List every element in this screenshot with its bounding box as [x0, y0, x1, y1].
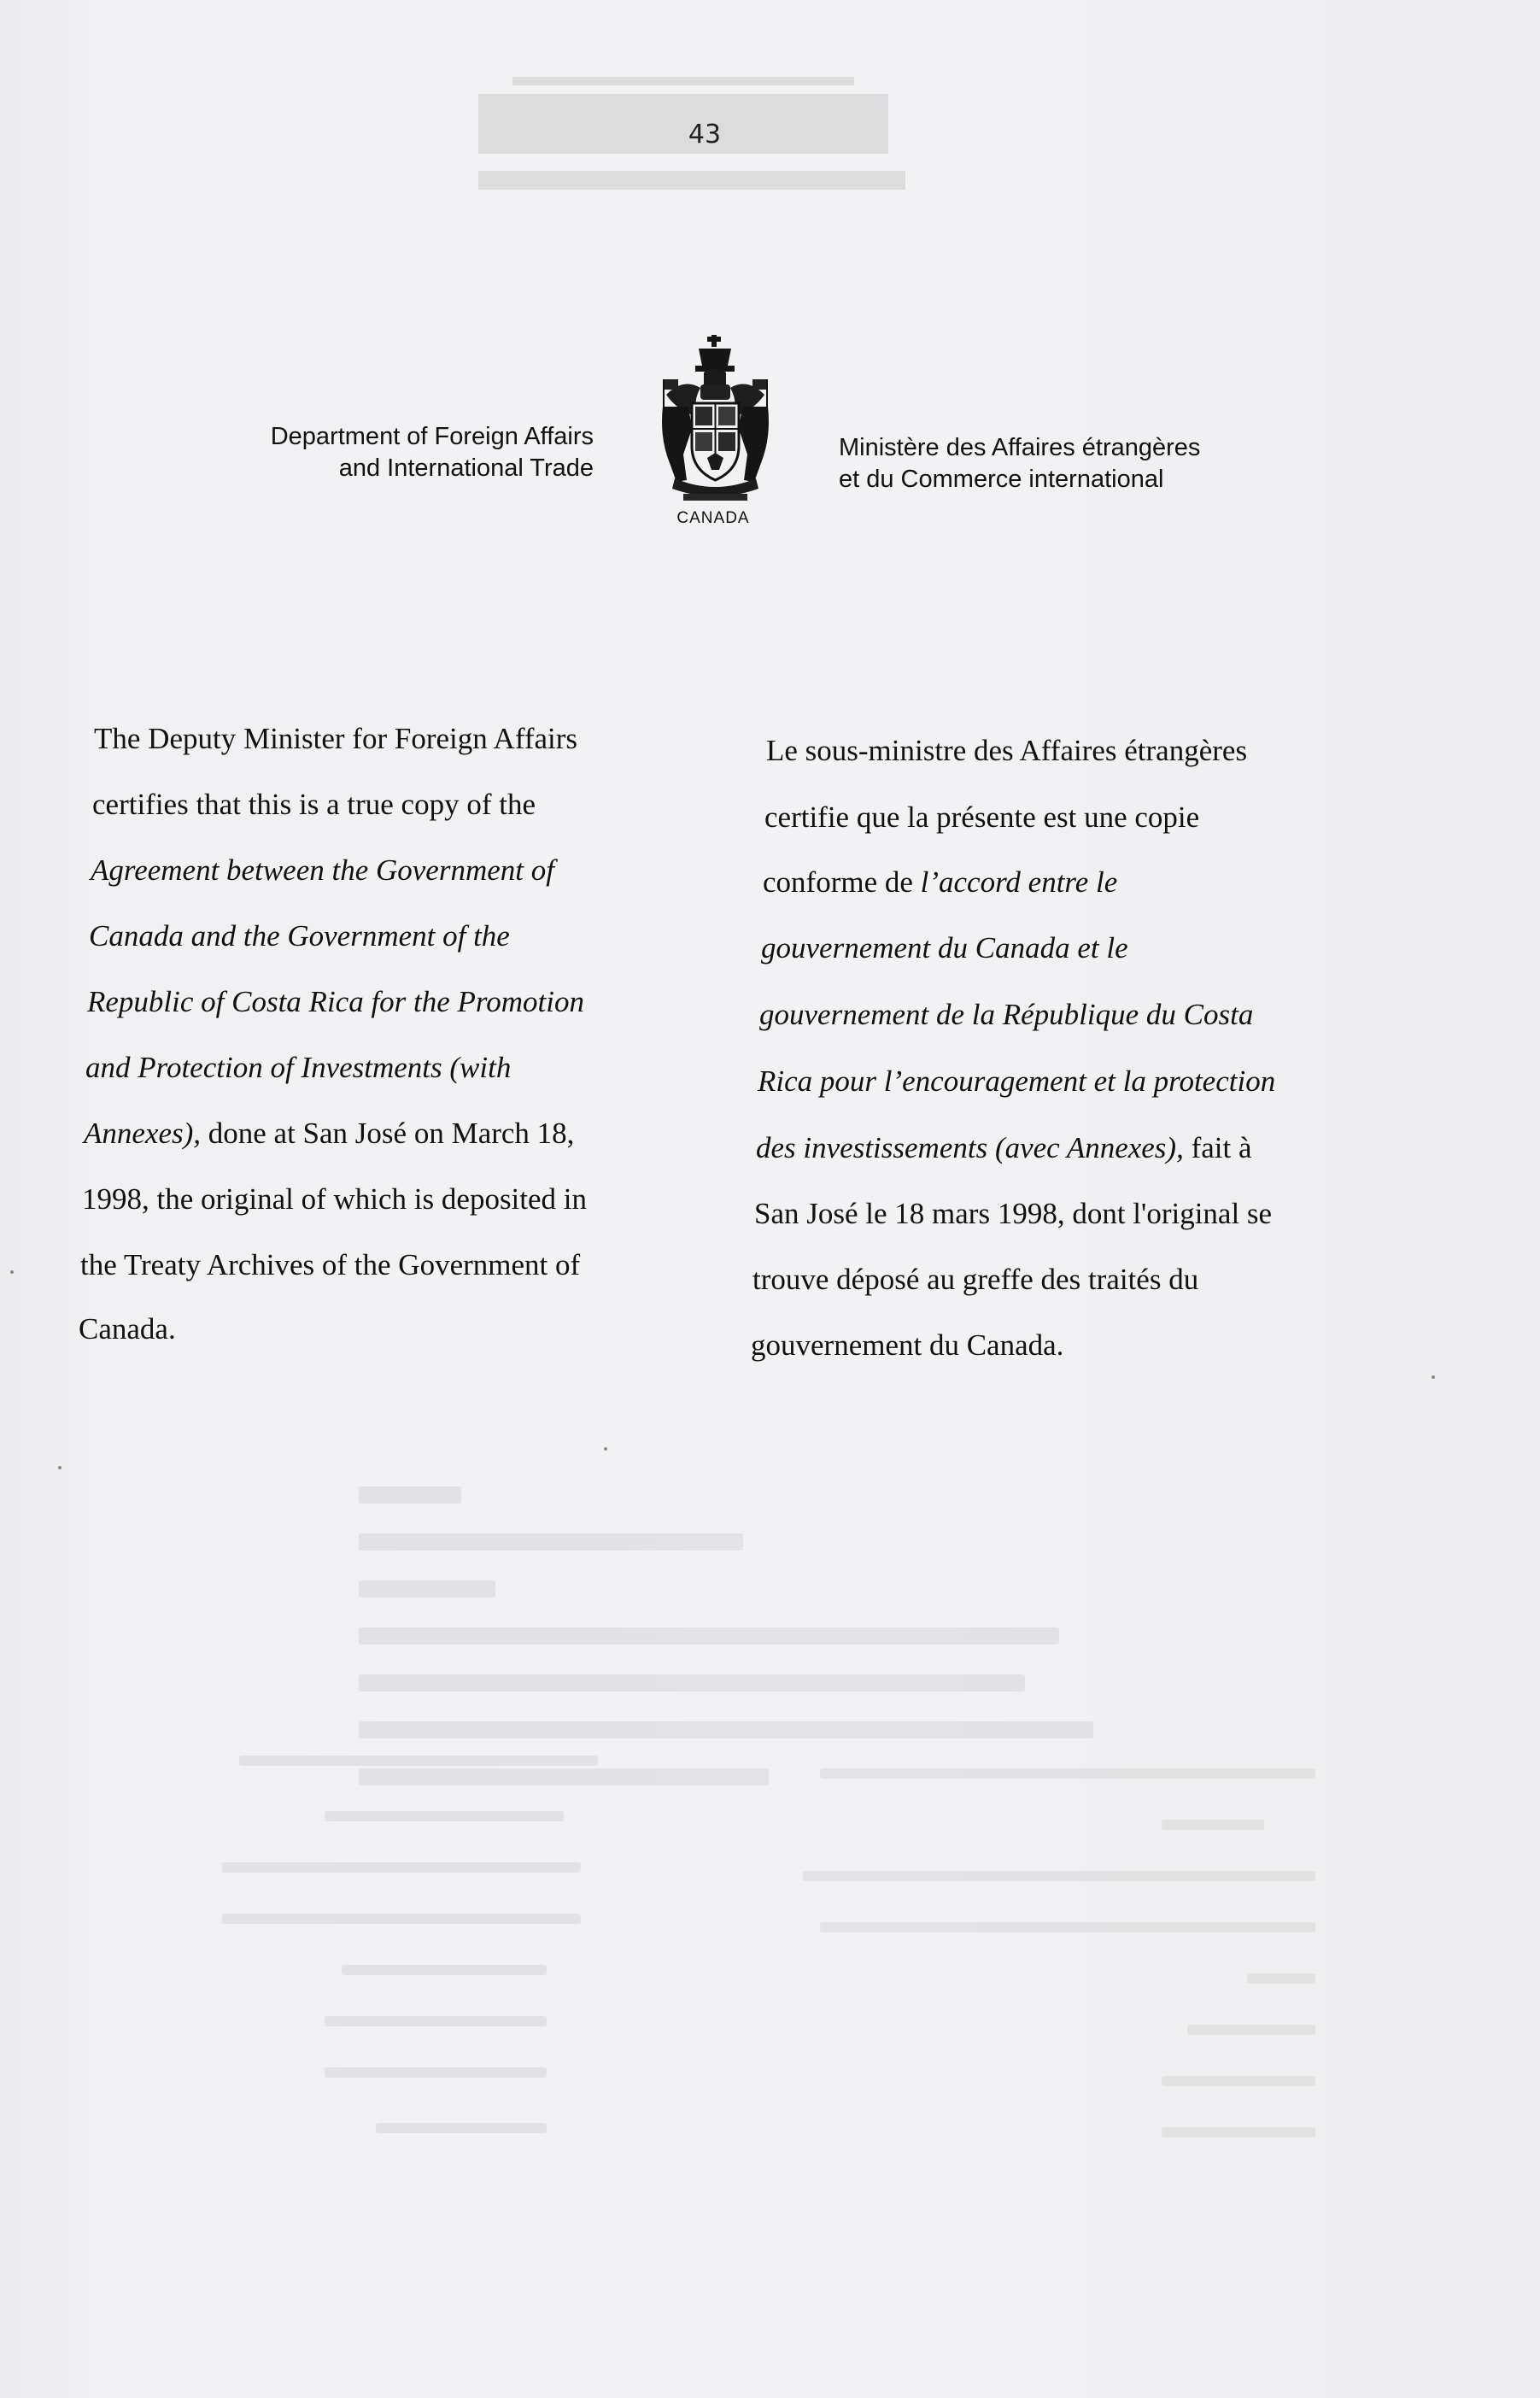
certification-en-line: Republic of Costa Rica for the Promotion [87, 985, 584, 1018]
certification-en-line: Canada and the Government of the [89, 919, 510, 953]
department-fr-line-1: Ministère des Affaires étrangères [839, 434, 1201, 461]
certification-en-line: Agreement between the Government of [91, 853, 554, 887]
certification-fr-line: gouvernement du Canada et le [761, 931, 1128, 964]
certification-fr-line [756, 1131, 1252, 1165]
certification-fr-text: conforme de [763, 865, 921, 899]
certification-fr-line: Le sous-ministre des Affaires étrangères [766, 734, 1248, 767]
certification-fr-text: fait à [1183, 1131, 1252, 1164]
certification-fr-line: Rica pour l’encouragement et la protection [758, 1064, 1276, 1098]
certification-en-italic: Annexes), [84, 1117, 202, 1150]
certification-fr-line: trouve déposé au greffe des traités du [752, 1263, 1199, 1296]
department-name-french [839, 432, 1317, 495]
scan-speck [604, 1447, 607, 1451]
certification-fr-italic: des investissements (avec Annexes), [756, 1131, 1184, 1164]
certification-fr-line [763, 865, 1117, 900]
certification-en-line: the Treaty Archives of the Government of [80, 1248, 581, 1281]
certification-fr-line: gouvernement de la République du Costa [759, 998, 1254, 1031]
crest-label: CANADA [676, 509, 750, 527]
department-en-line-1: Department of Foreign Affairs [270, 423, 594, 450]
certification-fr-line: gouvernement du Canada. [751, 1328, 1064, 1362]
certification-fr-line: San José le 18 mars 1998, dont l'original se [754, 1197, 1273, 1230]
certification-fr-italic: l’accord entre le [920, 865, 1118, 899]
bleed-through-bottom [342, 1452, 1350, 2170]
certification-en-line: Canada. [79, 1312, 176, 1346]
certification-en-line [84, 1117, 574, 1151]
scan-speck [58, 1466, 61, 1469]
department-fr-line-2: et du Commerce international [839, 466, 1164, 493]
department-en-line-2: and International Trade [338, 454, 594, 482]
department-name-english [205, 421, 594, 484]
scan-speck [1432, 1375, 1435, 1379]
canada-coat-of-arms-icon [658, 335, 773, 506]
certification-en-line: and Protection of Investments (with [85, 1051, 512, 1084]
scan-speck [10, 1270, 14, 1274]
certification-en-line: certifies that this is a true copy of the [92, 788, 536, 821]
page-number: 43 [688, 120, 722, 150]
certification-en-text: done at San José on March 18, [201, 1117, 575, 1150]
certification-fr-line: certifie que la présente est une copie [764, 800, 1200, 834]
certification-en-line: The Deputy Minister for Foreign Affairs [94, 722, 578, 755]
certification-en-line: 1998, the original of which is deposited in [82, 1182, 588, 1216]
